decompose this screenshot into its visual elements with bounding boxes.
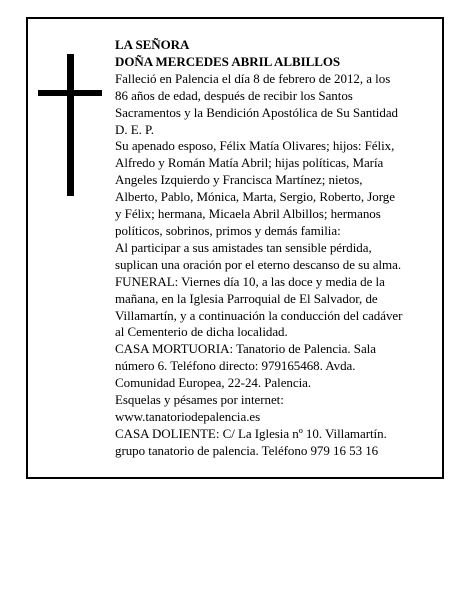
- mourning-home-details: [115, 426, 445, 460]
- obituary-text: [115, 37, 445, 460]
- text-line: D. E. P.: [115, 121, 154, 137]
- text-line: al Cementerio de dicha localidad.: [115, 324, 288, 340]
- cross-horizontal-bar: [38, 90, 102, 96]
- text-line: Esquelas y pésames por internet:: [115, 392, 284, 408]
- text-line: mañana, en la Iglesia Parroquial de El Salvador, de: [115, 290, 378, 306]
- text-line: Su apenado esposo, Félix Matía Olivares; hijos: Félix,: [115, 138, 395, 154]
- text-line: Comunidad Europea, 22-24. Palencia.: [115, 375, 312, 391]
- text-line: Falleció en Palencia el día 8 de febrero de 2012, a los: [115, 70, 391, 86]
- mortuary-details: [115, 341, 445, 392]
- text-line: Alfredo y Román Matía Abril; hijas políticas, María: [115, 155, 384, 171]
- text-line: CASA MORTUORIA: Tanatorio de Palencia. Sala: [115, 341, 376, 357]
- text-line: FUNERAL: Viernes día 10, a las doce y media de la: [115, 273, 385, 289]
- text-line: Sacramentos y la Bendición Apostólica de Su Santidad: [115, 104, 398, 120]
- text-line: Angeles Izquierdo y Francisca Martínez; nietos,: [115, 172, 363, 188]
- text-line: suplican una oración por el eterno descanso de su alma.: [115, 256, 402, 272]
- text-line: Villamartín, y a continuación la conducción del cadáver: [115, 307, 403, 323]
- death-announcement: [115, 71, 445, 139]
- deceased-name: DOÑA MERCEDES ABRIL ALBILLOS: [115, 53, 341, 69]
- website-text: www.tanatoriodepalencia.es: [115, 408, 261, 424]
- text-line: Alberto, Pablo, Mónica, Marta, Sergio, Roberto, Jorge: [115, 189, 395, 205]
- cross-vertical-bar: [67, 54, 74, 196]
- text-line: 86 años de edad, después de recibir los Santos: [115, 87, 353, 103]
- text-line: CASA DOLIENTE: C/ La Iglesia nº 10. Villamartín.: [115, 425, 387, 441]
- text-line: políticos, sobrinos, primos y demás familia:: [115, 222, 341, 238]
- text-line: grupo tanatorio de palencia. Teléfono 979 16 53 16: [115, 442, 379, 458]
- text-line: y Félix; hermana, Micaela Abril Albillos; hermanos: [115, 206, 381, 222]
- text-line: Al participar a sus amistades tan sensible pérdida,: [115, 239, 372, 255]
- text-line: número 6. Teléfono directo: 979165468. Avda.: [115, 358, 356, 374]
- funeral-details: [115, 274, 445, 342]
- family-section: [115, 138, 445, 239]
- notice-title: LA SEÑORA: [115, 37, 190, 52]
- cross-icon: [38, 54, 102, 196]
- prayer-request: [115, 240, 445, 274]
- internet-condolences: [115, 392, 445, 426]
